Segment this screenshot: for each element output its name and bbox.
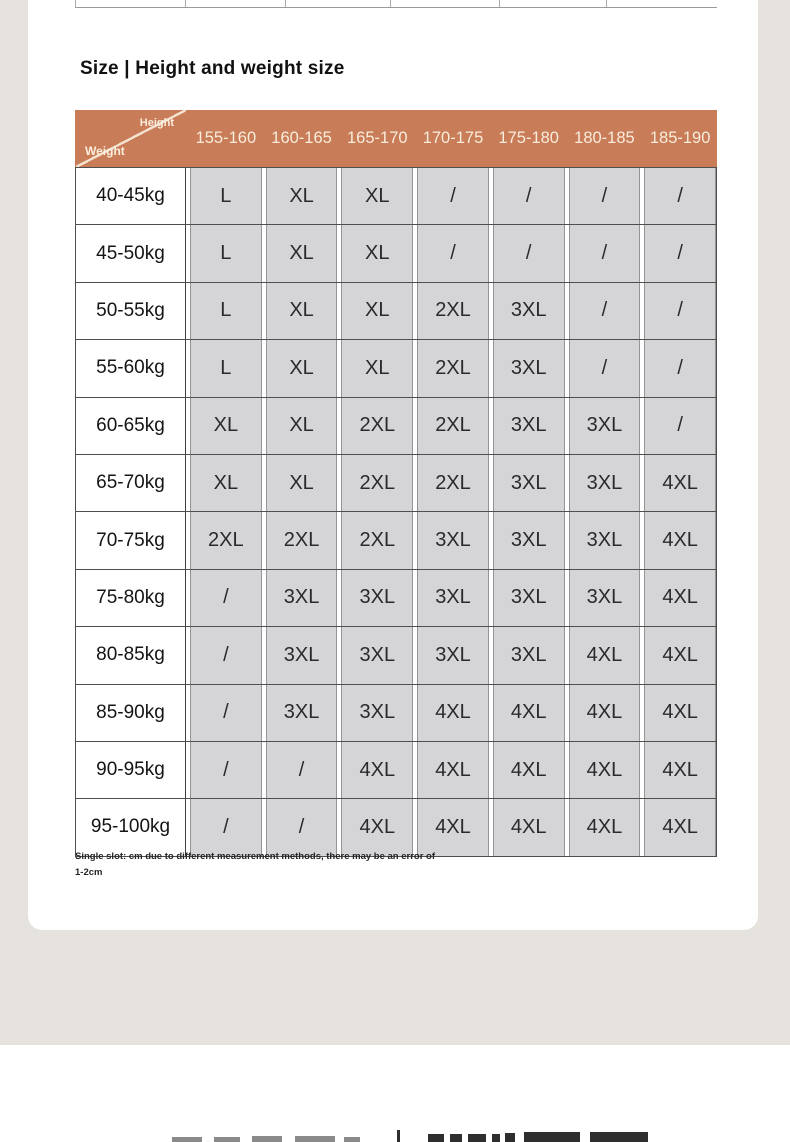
page-title: Size | Height and weight size (80, 58, 345, 79)
size-value-cell: 4XL (493, 742, 565, 798)
weight-range-cell: 75-80kg (76, 570, 186, 626)
height-column-header: 160-165 (271, 129, 332, 147)
size-value-cell: 3XL (493, 627, 565, 683)
table-row (76, 570, 716, 627)
height-column-header: 175-180 (498, 129, 559, 147)
size-value-cell: 3XL (417, 570, 489, 626)
measurement-note (75, 849, 455, 880)
size-value-cell: 3XL (569, 455, 641, 511)
size-value-cell: 4XL (644, 455, 716, 511)
size-value-cell: / (569, 340, 641, 396)
size-value-cell: 2XL (417, 455, 489, 511)
size-value-cell: XL (341, 168, 413, 224)
table-row (76, 283, 716, 340)
size-value-cell: 3XL (341, 627, 413, 683)
weight-range-cell: 80-85kg (76, 627, 186, 683)
weight-range-cell: 95-100kg (76, 799, 186, 855)
size-value-cell: 4XL (644, 627, 716, 683)
size-value-cell: XL (190, 455, 262, 511)
cropped-text-fragment (295, 1136, 335, 1142)
cropped-text-fragment (428, 1134, 444, 1142)
size-value-cell: / (644, 340, 716, 396)
size-value-cell: 4XL (569, 799, 641, 855)
size-value-cell: 3XL (341, 685, 413, 741)
table-row (76, 225, 716, 282)
size-value-cell: / (569, 283, 641, 339)
size-value-cell: 3XL (266, 570, 338, 626)
weight-range-cell: 70-75kg (76, 512, 186, 568)
size-value-cell: 4XL (569, 742, 641, 798)
height-weight-corner-cell (76, 110, 186, 167)
size-value-cell: 4XL (644, 570, 716, 626)
cropped-text-fragment (214, 1137, 240, 1142)
size-value-cell: 4XL (417, 742, 489, 798)
weight-range-cell: 50-55kg (76, 283, 186, 339)
size-value-cell: L (190, 225, 262, 281)
table-row (76, 685, 716, 742)
content-card (28, 0, 758, 930)
height-column-header: 185-190 (649, 129, 711, 147)
size-value-cell: L (190, 168, 262, 224)
previous-table-cropped-edge (75, 0, 717, 8)
size-value-cell: XL (266, 340, 338, 396)
size-value-cell: 4XL (341, 742, 413, 798)
size-value-cell: XL (341, 283, 413, 339)
cropped-table-cell (607, 0, 717, 7)
height-column-header: 155-160 (195, 129, 257, 147)
measurement-note-line1: Single slot: cm due to different measurement methods, there may be an error of (75, 851, 436, 862)
size-value-cell: 3XL (493, 455, 565, 511)
size-value-cell: 2XL (266, 512, 338, 568)
size-value-cell: / (644, 168, 716, 224)
size-value-cell: 3XL (266, 685, 338, 741)
size-value-cell: 3XL (493, 512, 565, 568)
size-value-cell: XL (341, 340, 413, 396)
weight-range-cell: 85-90kg (76, 685, 186, 741)
table-row (76, 168, 716, 225)
size-value-cell: 3XL (493, 570, 565, 626)
height-column-header: 180-185 (574, 129, 635, 147)
size-value-cell: 4XL (341, 799, 413, 855)
size-value-cell: / (493, 225, 565, 281)
size-value-cell: / (190, 627, 262, 683)
size-value-cell: 4XL (644, 799, 716, 855)
cropped-table-cell (286, 0, 391, 7)
size-value-cell: 4XL (417, 685, 489, 741)
height-column-header: 170-175 (422, 129, 484, 147)
size-value-cell: 3XL (341, 570, 413, 626)
size-value-cell: 4XL (644, 685, 716, 741)
corner-label-weight: Weight (85, 144, 125, 158)
size-value-cell: / (417, 168, 489, 224)
size-value-cell: 3XL (493, 340, 565, 396)
cropped-table-cell (500, 0, 607, 7)
size-value-cell: 4XL (644, 512, 716, 568)
size-value-cell: 3XL (569, 512, 641, 568)
size-value-cell: 4XL (493, 799, 565, 855)
size-value-cell: / (569, 225, 641, 281)
cropped-text-fragment (505, 1133, 515, 1142)
cropped-table-cell (76, 0, 186, 7)
size-value-cell: / (190, 570, 262, 626)
weight-range-cell: 40-45kg (76, 168, 186, 224)
weight-range-cell: 90-95kg (76, 742, 186, 798)
size-value-cell: / (417, 225, 489, 281)
size-value-cell: 2XL (190, 512, 262, 568)
size-value-cell: 3XL (417, 627, 489, 683)
size-chart-table (75, 110, 717, 857)
weight-range-cell: 55-60kg (76, 340, 186, 396)
table-row (76, 799, 716, 855)
size-value-cell: / (644, 398, 716, 454)
size-value-cell: 4XL (417, 799, 489, 855)
cropped-text-fragment (172, 1137, 202, 1142)
table-row (76, 340, 716, 397)
size-value-cell: XL (266, 225, 338, 281)
size-value-cell: XL (266, 283, 338, 339)
size-value-cell: / (644, 225, 716, 281)
table-row (76, 742, 716, 799)
weight-range-cell: 65-70kg (76, 455, 186, 511)
cropped-divider-fragment (397, 1130, 400, 1142)
size-value-cell: L (190, 283, 262, 339)
measurement-note-line2: 1-2cm (75, 866, 103, 878)
weight-range-cell: 60-65kg (76, 398, 186, 454)
size-value-cell: 2XL (417, 283, 489, 339)
table-row (76, 512, 716, 569)
size-value-cell: / (190, 742, 262, 798)
size-value-cell: 4XL (493, 685, 565, 741)
cropped-text-fragment (252, 1136, 282, 1142)
size-chart-body (75, 167, 717, 857)
cropped-text-fragment (344, 1137, 360, 1142)
size-value-cell: 2XL (341, 455, 413, 511)
size-value-cell: 2XL (417, 340, 489, 396)
cropped-text-fragment (524, 1132, 580, 1142)
size-value-cell: 3XL (266, 627, 338, 683)
size-value-cell: 2XL (341, 398, 413, 454)
cropped-text-fragment (492, 1134, 500, 1142)
size-value-cell: / (644, 283, 716, 339)
size-value-cell: 3XL (569, 398, 641, 454)
size-value-cell: / (190, 685, 262, 741)
table-row (76, 398, 716, 455)
size-value-cell: XL (266, 455, 338, 511)
corner-label-height: Height (139, 117, 174, 129)
height-column-header: 165-170 (347, 129, 408, 147)
size-value-cell: 2XL (417, 398, 489, 454)
cropped-table-cell (391, 0, 501, 7)
size-value-cell: XL (341, 225, 413, 281)
cropped-table-cell (186, 0, 286, 7)
size-value-cell: / (190, 799, 262, 855)
size-value-cell: 3XL (569, 570, 641, 626)
size-value-cell: 4XL (644, 742, 716, 798)
weight-range-cell: 45-50kg (76, 225, 186, 281)
size-value-cell: / (569, 168, 641, 224)
size-value-cell: 3XL (493, 283, 565, 339)
size-value-cell: / (266, 742, 338, 798)
table-row (76, 627, 716, 684)
table-row (76, 455, 716, 512)
cropped-text-fragment (468, 1134, 486, 1142)
size-chart-header-row (75, 110, 717, 167)
size-value-cell: / (493, 168, 565, 224)
size-value-cell: 4XL (569, 627, 641, 683)
size-value-cell: L (190, 340, 262, 396)
size-value-cell: 2XL (341, 512, 413, 568)
cropped-text-fragment (590, 1132, 648, 1142)
size-value-cell: 4XL (569, 685, 641, 741)
size-value-cell: / (266, 799, 338, 855)
size-value-cell: 3XL (417, 512, 489, 568)
size-value-cell: 3XL (493, 398, 565, 454)
next-section-panel (0, 1045, 790, 1142)
size-value-cell: XL (266, 398, 338, 454)
size-value-cell: XL (266, 168, 338, 224)
cropped-text-fragment (450, 1134, 462, 1142)
size-value-cell: XL (190, 398, 262, 454)
